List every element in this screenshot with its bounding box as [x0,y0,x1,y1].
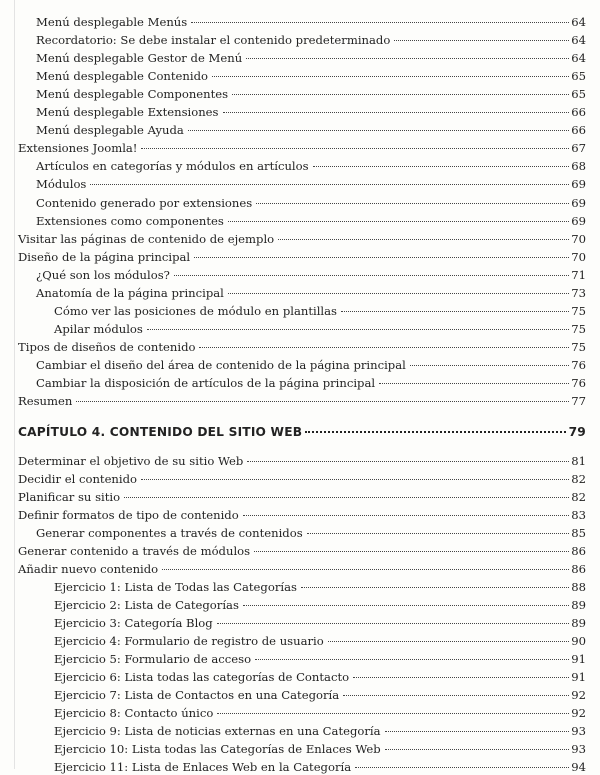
toc-entry-title: Ejercicio 4: Formulario de registro de usuario [54,634,324,648]
toc-entry-page-number: 68 [571,159,586,174]
toc-entry-page-number: 90 [571,634,586,648]
toc-entry[interactable] [18,470,586,486]
toc-entry[interactable] [54,632,586,648]
dot-leader [191,10,569,23]
toc-entry-page-number: 86 [571,562,586,576]
toc-entry-page-number: 65 [571,69,586,84]
dot-leader [313,154,570,167]
toc-entry-title: Ejercicio 2: Lista de Categorías [54,598,239,612]
toc-entry-page-number: 86 [571,544,586,558]
toc-entry-page-number: 82 [571,472,586,486]
dot-leader [90,172,569,185]
toc-entry-page-number: 89 [571,616,586,630]
page-edge-rule [14,0,15,769]
toc-entry-page-number: 75 [571,303,586,318]
toc-entry-title: Ejercicio 5: Formulario de acceso [54,652,252,666]
toc-entry-title: Ejercicio 8: Contacto único [54,706,214,720]
toc-entry-page-number: 94 [571,760,586,774]
toc-entry-page-number: 67 [571,141,586,156]
dot-leader [307,521,570,534]
toc-entry[interactable] [54,302,586,318]
toc-entry-title: Menú desplegable Ayuda [36,123,184,138]
dot-leader [76,389,569,402]
toc-entry-page-number: 91 [571,670,586,684]
toc-entry[interactable] [36,284,586,300]
chapter-title: CAPÍTULO 4. CONTENIDO DEL SITIO WEB [18,425,303,439]
toc-entry-title: Menú desplegable Componentes [36,87,229,102]
dot-leader [305,419,565,433]
toc-entry-title: Resumen [18,394,73,409]
toc-entry-page-number: 64 [571,33,586,48]
dot-leader [188,118,569,131]
dot-leader [246,46,569,59]
toc-entry-title: Apilar módulos [54,321,143,336]
toc-entry[interactable] [36,356,586,372]
chapter-heading[interactable] [18,422,586,440]
dot-leader [247,449,569,462]
toc-entry-page-number: 83 [571,508,586,522]
toc-entry-page-number: 89 [571,598,586,612]
toc-entry-title: Visitar las páginas de contenido de ejemplo [18,231,275,246]
dot-leader [410,353,569,366]
toc-entry-page-number: 69 [571,177,586,192]
dot-leader [355,755,569,768]
toc-entry-title: Ejercicio 1: Lista de Todas las Categorías [54,580,297,594]
toc-entry[interactable] [36,175,586,191]
toc-entry[interactable] [54,668,586,684]
dot-leader [174,263,569,276]
toc-entry[interactable] [18,560,586,576]
toc-entry-title: Generar componentes a través de contenidos [36,526,303,540]
dot-leader [394,28,569,41]
dot-leader [254,539,569,552]
dot-leader [217,701,569,714]
toc-entry[interactable] [36,121,586,137]
toc-entry[interactable] [54,320,586,336]
toc-entry-title: ¿Qué son los módulos? [36,267,170,282]
toc-entry-title: Extensiones Joomla! [18,141,138,156]
toc-entry-page-number: 64 [571,15,586,29]
dot-leader [199,335,569,348]
toc-entry[interactable] [54,740,586,756]
toc-entry[interactable] [36,157,586,173]
toc-entry[interactable] [36,31,586,47]
dot-leader [278,227,569,240]
toc-entry-title: Ejercicio 6: Lista todas las categorías de Contacto [54,670,350,684]
dot-leader [243,593,569,606]
toc-entry[interactable] [54,686,586,702]
dot-leader [256,191,569,204]
toc-entry-page-number: 75 [571,339,586,354]
toc-entry[interactable] [36,85,586,101]
toc-entry-page-number: 92 [571,706,586,720]
toc-entry-title: Cómo ver las posiciones de módulo en plantillas [54,303,337,318]
toc-entry[interactable] [36,194,586,210]
toc-entry-title: Menú desplegable Extensiones [36,105,219,120]
toc-entry-page-number: 69 [571,213,586,228]
toc-entry-title: Recordatorio: Se debe instalar el contenido predeterminado [36,33,391,48]
toc-entry-page-number: 93 [571,724,586,738]
toc-entry-title: Menú desplegable Gestor de Menú [36,51,243,66]
toc-entry-title: Contenido generado por extensiones [36,195,253,210]
toc-entry-page-number: 93 [571,742,586,756]
toc-entry[interactable] [36,49,586,65]
dot-leader [228,281,569,294]
toc-entry-page-number: 76 [571,357,586,372]
dot-leader [228,209,569,222]
toc-entry-title: Cambiar el diseño del área de contenido de la página principal [36,357,406,372]
toc-entry[interactable] [18,452,586,468]
toc-entry[interactable] [18,506,586,522]
toc-entry-title: Diseño de la página principal [18,249,191,264]
toc-entry[interactable] [36,374,586,390]
dot-leader [194,245,569,258]
dot-leader [385,719,570,732]
toc-entry-title: Menú desplegable Contenido [36,69,208,84]
toc-entry-page-number: 65 [571,87,586,102]
toc-entry[interactable] [18,338,586,354]
toc-entry-title: Definir formatos de tipo de contenido [18,508,239,522]
toc-entry-page-number: 64 [571,51,586,66]
toc-entry[interactable] [18,392,586,408]
toc-entry-page-number: 76 [571,376,586,390]
toc-entry-page-number: 69 [571,195,586,210]
toc-entry-page-number: 66 [571,123,586,138]
toc-entry[interactable] [36,67,586,83]
dot-leader [301,575,569,588]
toc-entry-title: Extensiones como componentes [36,213,224,228]
toc-entry[interactable] [54,758,586,774]
toc-entry-page-number: 70 [571,231,586,246]
dot-leader [141,136,569,149]
toc-entry[interactable] [36,212,586,228]
toc-entry[interactable] [36,266,586,282]
toc-entry[interactable] [54,596,586,612]
toc-entry-page-number: 77 [571,394,586,409]
toc-entry-title: Ejercicio 7: Lista de Contactos en una Categoría [54,688,340,702]
toc-entry-page-number: 73 [571,285,586,300]
toc-entry-page-number: 71 [571,267,586,282]
toc-entry-title: Ejercicio 3: Categoría Blog [54,616,213,630]
toc-entry[interactable] [36,524,586,540]
toc-entry[interactable] [54,578,586,594]
toc-entry[interactable] [36,13,586,29]
dot-leader [124,485,569,498]
toc-entry-title: Ejercicio 10: Lista todas las Categorías de Enlaces Web [54,742,381,756]
toc-entry-title: Cambiar la disposición de artículos de la página principal [36,376,376,390]
toc-entry-title: Artículos en categorías y módulos en artículos [36,159,309,174]
dot-leader [353,665,569,678]
toc-entry[interactable] [18,248,586,264]
toc-entry-title: Tipos de diseños de contenido [18,339,196,354]
toc-entry-page-number: 75 [571,321,586,336]
dot-leader [255,647,569,660]
toc-entry[interactable] [18,542,586,558]
toc-entry-title: Determinar el objetivo de su sitio Web [18,454,244,468]
toc-entry-page-number: 92 [571,688,586,702]
dot-leader [212,64,569,77]
toc-entry[interactable] [18,230,586,246]
toc-entry-title: Planificar su sitio [18,490,121,504]
dot-leader [141,467,569,480]
dot-leader [217,611,570,624]
toc-entry-page-number: 88 [571,580,586,594]
toc-entry[interactable] [18,139,586,155]
toc-entry-title: Menú desplegable Menús [36,15,188,29]
toc-entry-title: Módulos [36,177,87,192]
toc-entry-title: Añadir nuevo contenido [18,562,159,576]
toc-entry-page-number: 81 [571,454,586,468]
toc-entry-page-number: 85 [571,526,586,540]
toc-entry-title: Ejercicio 11: Lista de Enlaces Web en la Categoría [54,760,352,774]
toc-entry-title: Decidir el contenido [18,472,138,486]
toc-entry-page-number: 82 [571,490,586,504]
toc-entry[interactable] [54,704,586,720]
toc-entry-page-number: 91 [571,652,586,666]
dot-leader [379,371,569,384]
toc-entry[interactable] [54,614,586,630]
dot-leader [243,503,570,516]
toc-entry-page-number: 70 [571,249,586,264]
toc-entry[interactable] [54,650,586,666]
dot-leader [232,82,569,95]
dot-leader [385,737,570,750]
dot-leader [223,100,570,113]
toc-entry-title: Anatomía de la página principal [36,285,224,300]
dot-leader [147,317,569,330]
dot-leader [341,299,569,312]
toc-entry-page-number: 66 [571,105,586,120]
dot-leader [328,629,569,642]
toc-entry[interactable] [54,722,586,738]
toc-entry-title: Ejercicio 9: Lista de noticias externas en una Categoría [54,724,381,738]
dot-leader [343,683,569,696]
dot-leader [162,557,569,570]
toc-entry-title: Generar contenido a través de módulos [18,544,251,558]
toc-entry[interactable] [36,103,586,119]
toc-entry[interactable] [18,488,586,504]
chapter-page-number: 79 [568,425,586,439]
